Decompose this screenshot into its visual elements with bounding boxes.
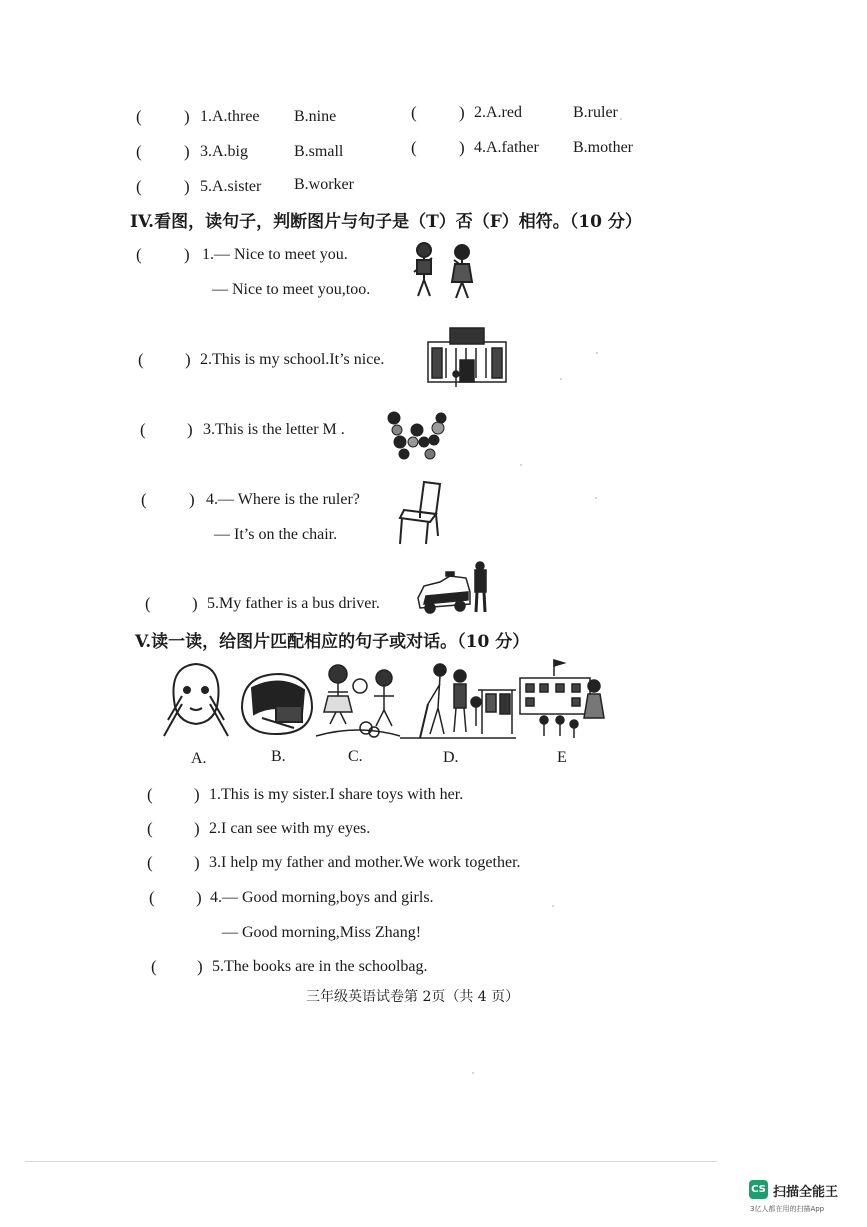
question-5-3-line-1: 3.I help my father and mother.We work together.	[209, 854, 521, 871]
answer-paren-open: (	[147, 785, 153, 804]
picture-label-b: B.	[271, 748, 286, 765]
answer-paren-open: (	[136, 177, 142, 196]
family-working-together-picture	[398, 660, 518, 742]
answer-paren-close: )	[184, 177, 190, 196]
answer-paren-close: )	[187, 420, 193, 439]
answer-paren-close: )	[459, 103, 465, 122]
answer-paren-open: (	[141, 490, 147, 509]
word-item-1: 1.A.three	[200, 108, 260, 125]
question-5-5-line-1: 5.The books are in the schoolbag.	[212, 958, 428, 975]
answer-paren-open: (	[138, 350, 144, 369]
camscanner-tagline: 3亿人都在用的扫描App	[750, 1205, 825, 1213]
answer-paren-open: (	[411, 103, 417, 122]
question-5-4-line-1: 4.— Good morning,boys and girls.	[210, 889, 434, 906]
question-4-3-line-1: 3.This is the letter M .	[203, 421, 345, 438]
answer-paren-open: (	[411, 138, 417, 157]
answer-paren-close: )	[197, 957, 203, 976]
word-item-3: 3.A.big	[200, 143, 248, 160]
question-4-2-line-1: 2.This is my school.It’s nice.	[200, 351, 385, 368]
sisters-with-toys-picture	[314, 662, 402, 742]
answer-paren-open: (	[147, 819, 153, 838]
picture-label-d: D.	[443, 749, 459, 766]
two-children-greeting-picture	[406, 238, 478, 304]
word-item-5: 5.A.sister	[200, 178, 262, 195]
answer-paren-open: (	[140, 420, 146, 439]
word-item-2-option-b: B.ruler	[573, 104, 618, 121]
bead-letter-w-picture	[386, 410, 448, 462]
question-4-1-line-2: — Nice to meet you,too.	[212, 281, 371, 298]
question-4-1-line-1: 1.— Nice to meet you.	[202, 246, 348, 263]
question-4-4-line-1: 4.— Where is the ruler?	[206, 491, 360, 508]
answer-paren-close: )	[194, 853, 200, 872]
word-item-1-option-b: B.nine	[294, 108, 337, 125]
answer-paren-close: )	[184, 107, 190, 126]
answer-paren-close: )	[189, 490, 195, 509]
schoolbag-picture	[236, 668, 316, 738]
answer-paren-open: (	[149, 888, 155, 907]
answer-paren-open: (	[136, 107, 142, 126]
school-building-picture	[422, 324, 512, 388]
answer-paren-open: (	[136, 142, 142, 161]
camscanner-logo: CS	[749, 1180, 768, 1199]
section-5-title: V.读一读，给图片匹配相应的句子或对话。（10 分）	[135, 632, 530, 652]
question-5-2-line-1: 2.I can see with my eyes.	[209, 820, 371, 837]
answer-paren-close: )	[459, 138, 465, 157]
answer-paren-close: )	[194, 785, 200, 804]
camscanner-name: 扫描全能王	[773, 1185, 839, 1200]
answer-paren-close: )	[192, 594, 198, 613]
answer-paren-close: )	[184, 245, 190, 264]
answer-paren-close: )	[184, 142, 190, 161]
answer-paren-close: )	[196, 888, 202, 907]
answer-paren-open: (	[151, 957, 157, 976]
picture-label-a: A.	[191, 750, 207, 767]
word-item-4: 4.A.father	[474, 139, 539, 156]
question-5-4-line-2: — Good morning,Miss Zhang!	[222, 924, 422, 941]
answer-paren-open: (	[136, 245, 142, 264]
section-4-title: IV.看图，读句子，判断图片与句子是（T）否（F）相符。（10 分）	[130, 212, 642, 232]
picture-label-c: C.	[348, 748, 363, 765]
police-car-and-officer-picture	[416, 558, 492, 616]
page-footer: 三年级英语试卷第 2页（共 4 页）	[306, 989, 520, 1005]
chair-picture	[396, 478, 450, 546]
answer-paren-close: )	[185, 350, 191, 369]
answer-paren-close: )	[194, 819, 200, 838]
picture-label-e: E	[557, 749, 567, 766]
question-5-1-line-1: 1.This is my sister.I share toys with her.	[209, 786, 464, 803]
word-item-5-option-b: B.worker	[294, 176, 354, 193]
answer-paren-open: (	[145, 594, 151, 613]
question-4-5-line-1: 5.My father is a bus driver.	[207, 595, 380, 612]
word-item-2: 2.A.red	[474, 104, 522, 121]
word-item-3-option-b: B.small	[294, 143, 344, 160]
word-item-4-option-b: B.mother	[573, 139, 633, 156]
boy-pointing-at-eyes-picture	[160, 660, 232, 740]
answer-paren-open: (	[147, 853, 153, 872]
question-4-4-line-2: — It’s on the chair.	[214, 526, 338, 543]
school-with-teacher-picture	[514, 658, 608, 742]
bottom-divider	[25, 1161, 717, 1162]
